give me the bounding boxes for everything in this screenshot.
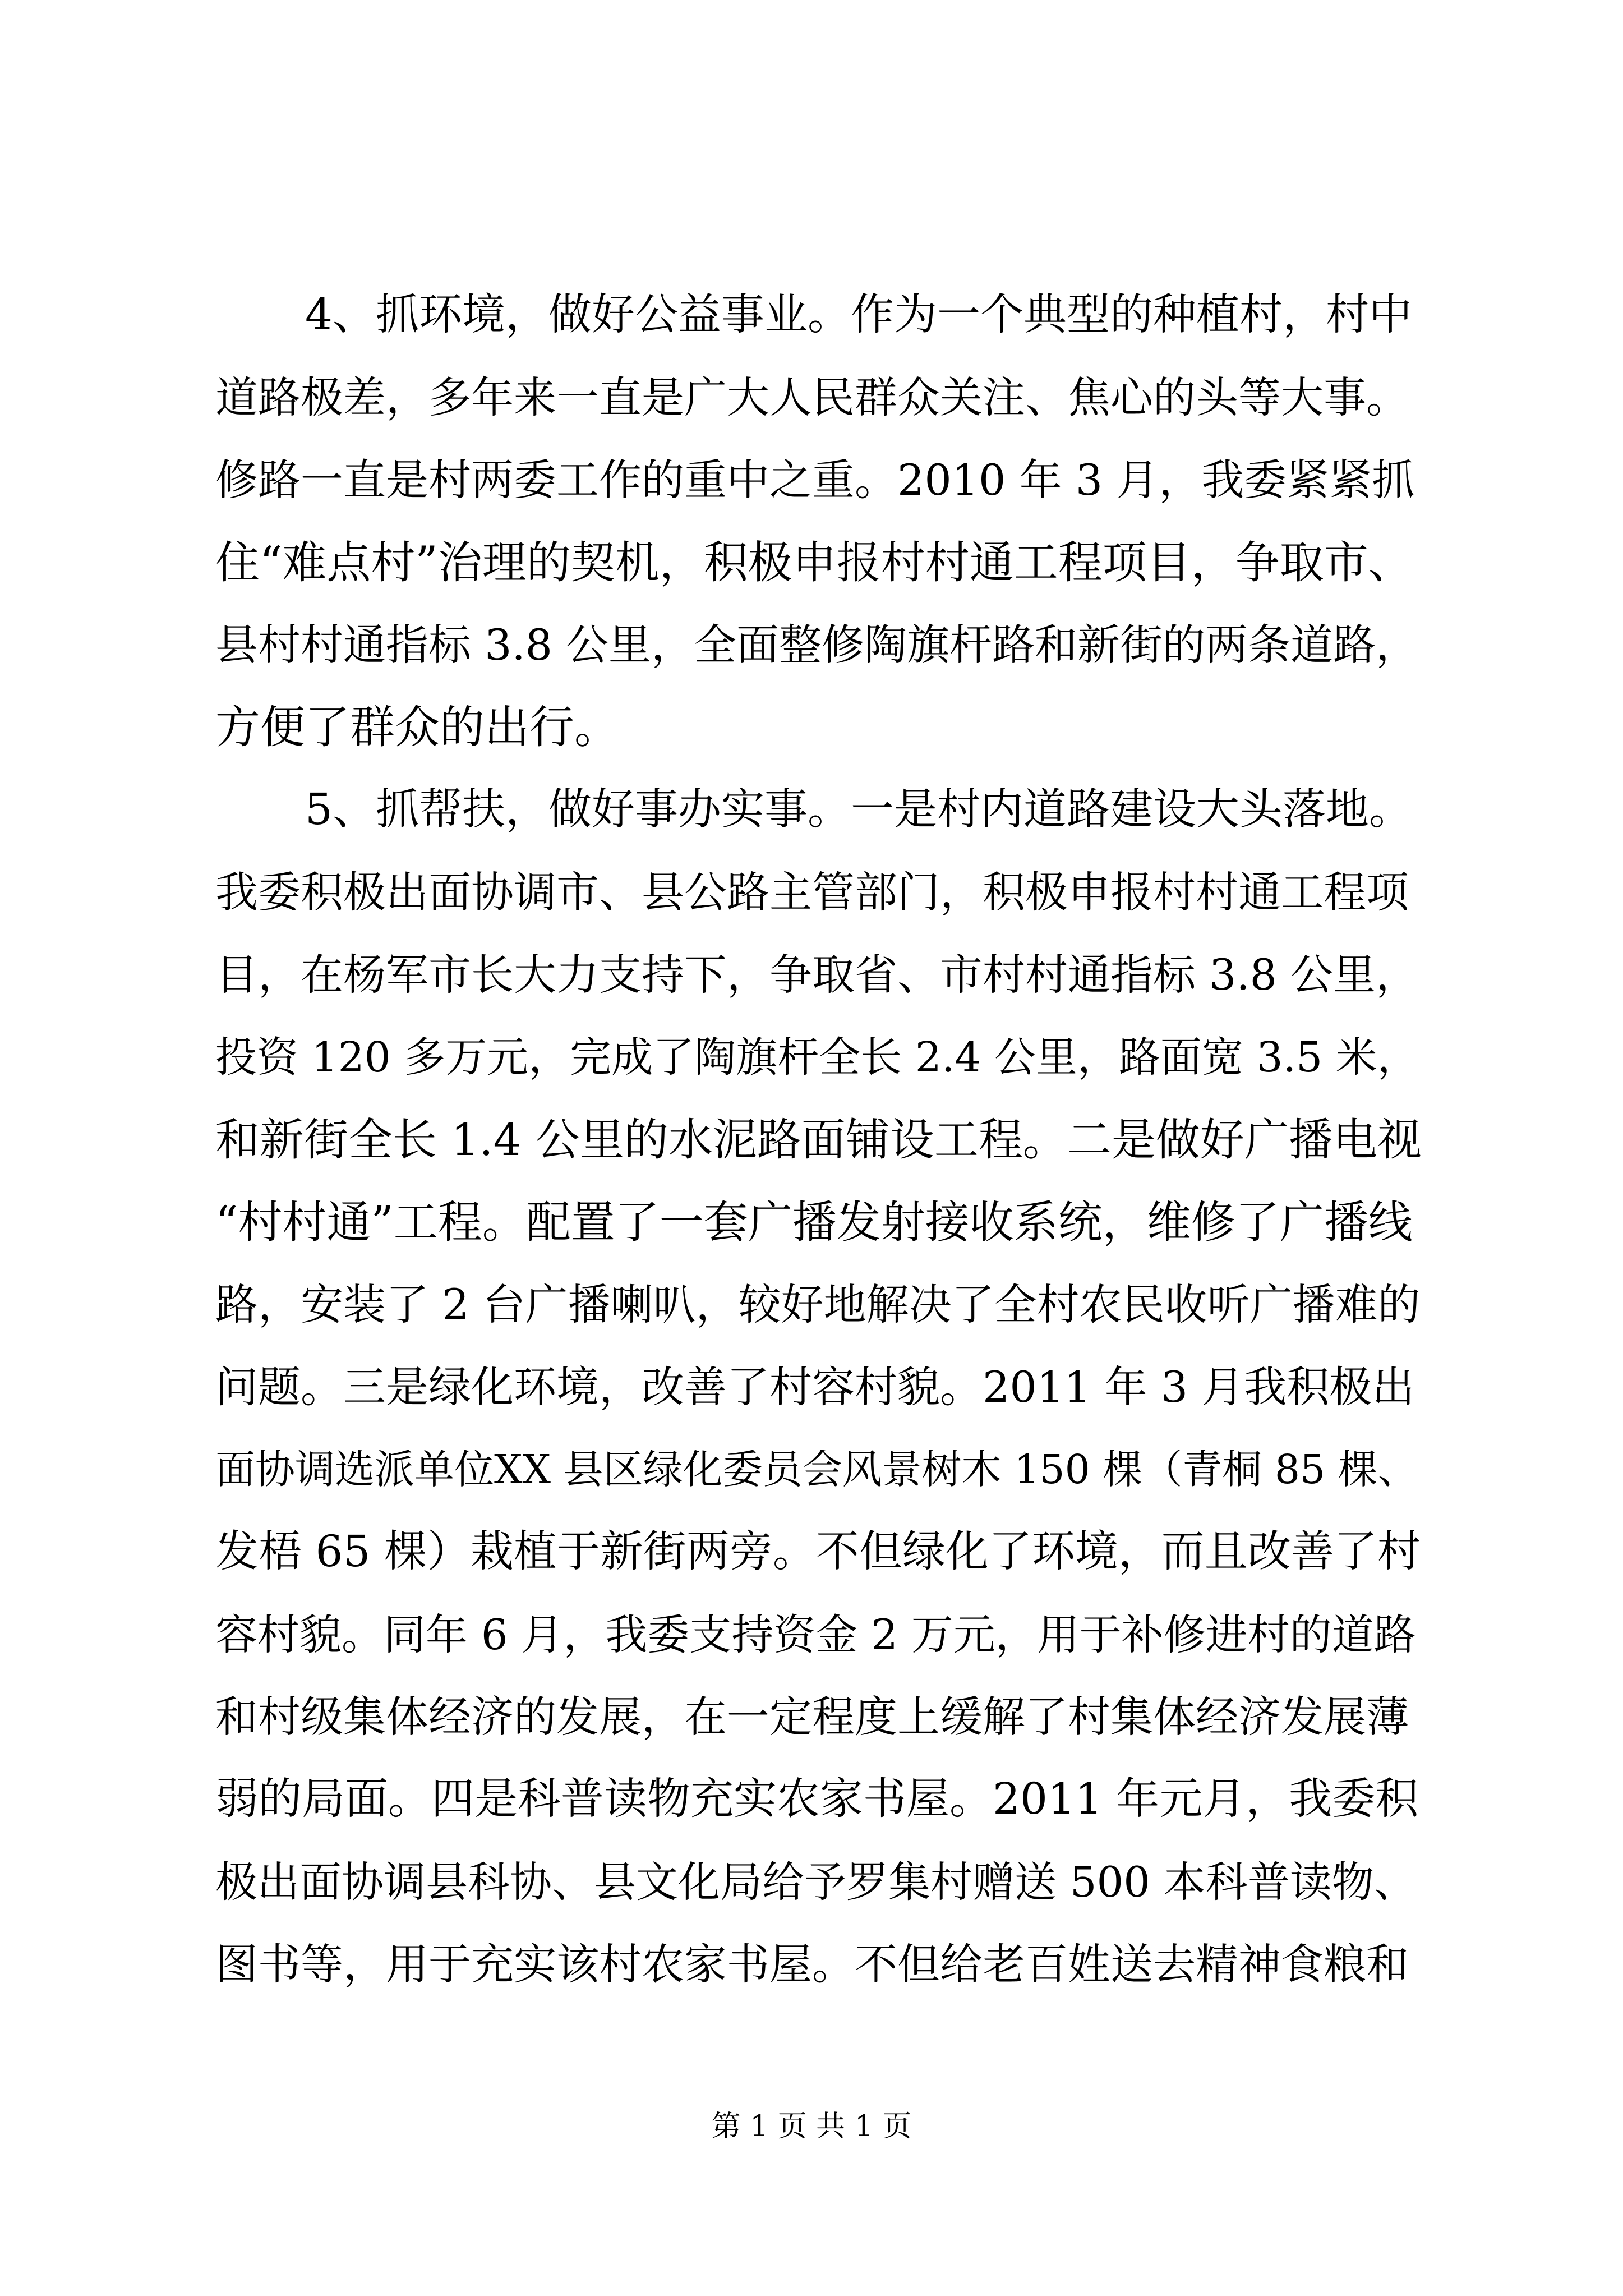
text-line: 住“难点村”治理的契机，积极申报村村通工程项目，争取市、 xyxy=(215,537,1413,588)
text-line: 发梧 65 棵）栽植于新街两旁。不但绿化了环境，而且改善了村 xyxy=(215,1527,1421,1577)
text-line: 图书等，用于充实该村农家书屋。不但给老百姓送去精神食粮和 xyxy=(215,1939,1409,1989)
text-line: 投资 120 多万元，完成了陶旗杆全长 2.4 公里，路面宽 3.5 米， xyxy=(215,1033,1419,1082)
text-line: 方便了群众的出行。 xyxy=(215,701,619,753)
text-line: 道路极差，多年来一直是广大人民群众关注、焦心的头等大事。 xyxy=(215,372,1409,422)
text-line: 修路一直是村两委工作的重中之重。2010 年 3 月，我委紧紧抓 xyxy=(215,455,1415,505)
text-line: 我委积极出面协调市、县公路主管部门，积极申报村村通工程项 xyxy=(215,867,1409,917)
text-line: 5、抓帮扶，做好事办实事。一是村内道路建设大头落地。 xyxy=(305,785,1412,835)
text-line: “村村通”工程。配置了一套广播发射接收系统，维修了广播线 xyxy=(215,1197,1413,1248)
text-line: 路，安装了 2 台广播喇叭，较好地解决了全村农民收听广播难的 xyxy=(215,1280,1421,1329)
text-line: 和村级集体经济的发展，在一定程度上缓解了村集体经济发展薄 xyxy=(215,1692,1409,1742)
text-line: 弱的局面。四是科普读物充实农家书屋。2011 年元月，我委积 xyxy=(215,1774,1419,1824)
text-line: 面协调选派单位XX 县区绿化委员会风景树木 150 棵（青桐 85 棵、 xyxy=(215,1446,1418,1493)
text-line: 容村貌。同年 6 月，我委支持资金 2 万元，用于补修进村的道路 xyxy=(215,1610,1416,1659)
text-line: 极出面协调县科协、县文化局给予罗集村赠送 500 本科普读物、 xyxy=(215,1857,1416,1907)
text-line: 县村村通指标 3.8 公里，全面整修陶旗杆路和新街的两条道路， xyxy=(215,620,1419,670)
text-line: 4、抓环境，做好公益事业。作为一个典型的种植村，村中 xyxy=(305,290,1412,340)
text-line: 问题。三是绿化环境，改善了村容村貌。2011 年 3 月我积极出 xyxy=(215,1362,1415,1412)
page-footer: 第 1 页 共 1 页 xyxy=(711,2110,912,2143)
text-line: 目，在杨军市长大力支持下，争取省、市村村通指标 3.8 公里， xyxy=(215,950,1419,1000)
text-line: 和新街全长 1.4 公里的水泥路面铺设工程。二是做好广播电视 xyxy=(215,1114,1422,1166)
